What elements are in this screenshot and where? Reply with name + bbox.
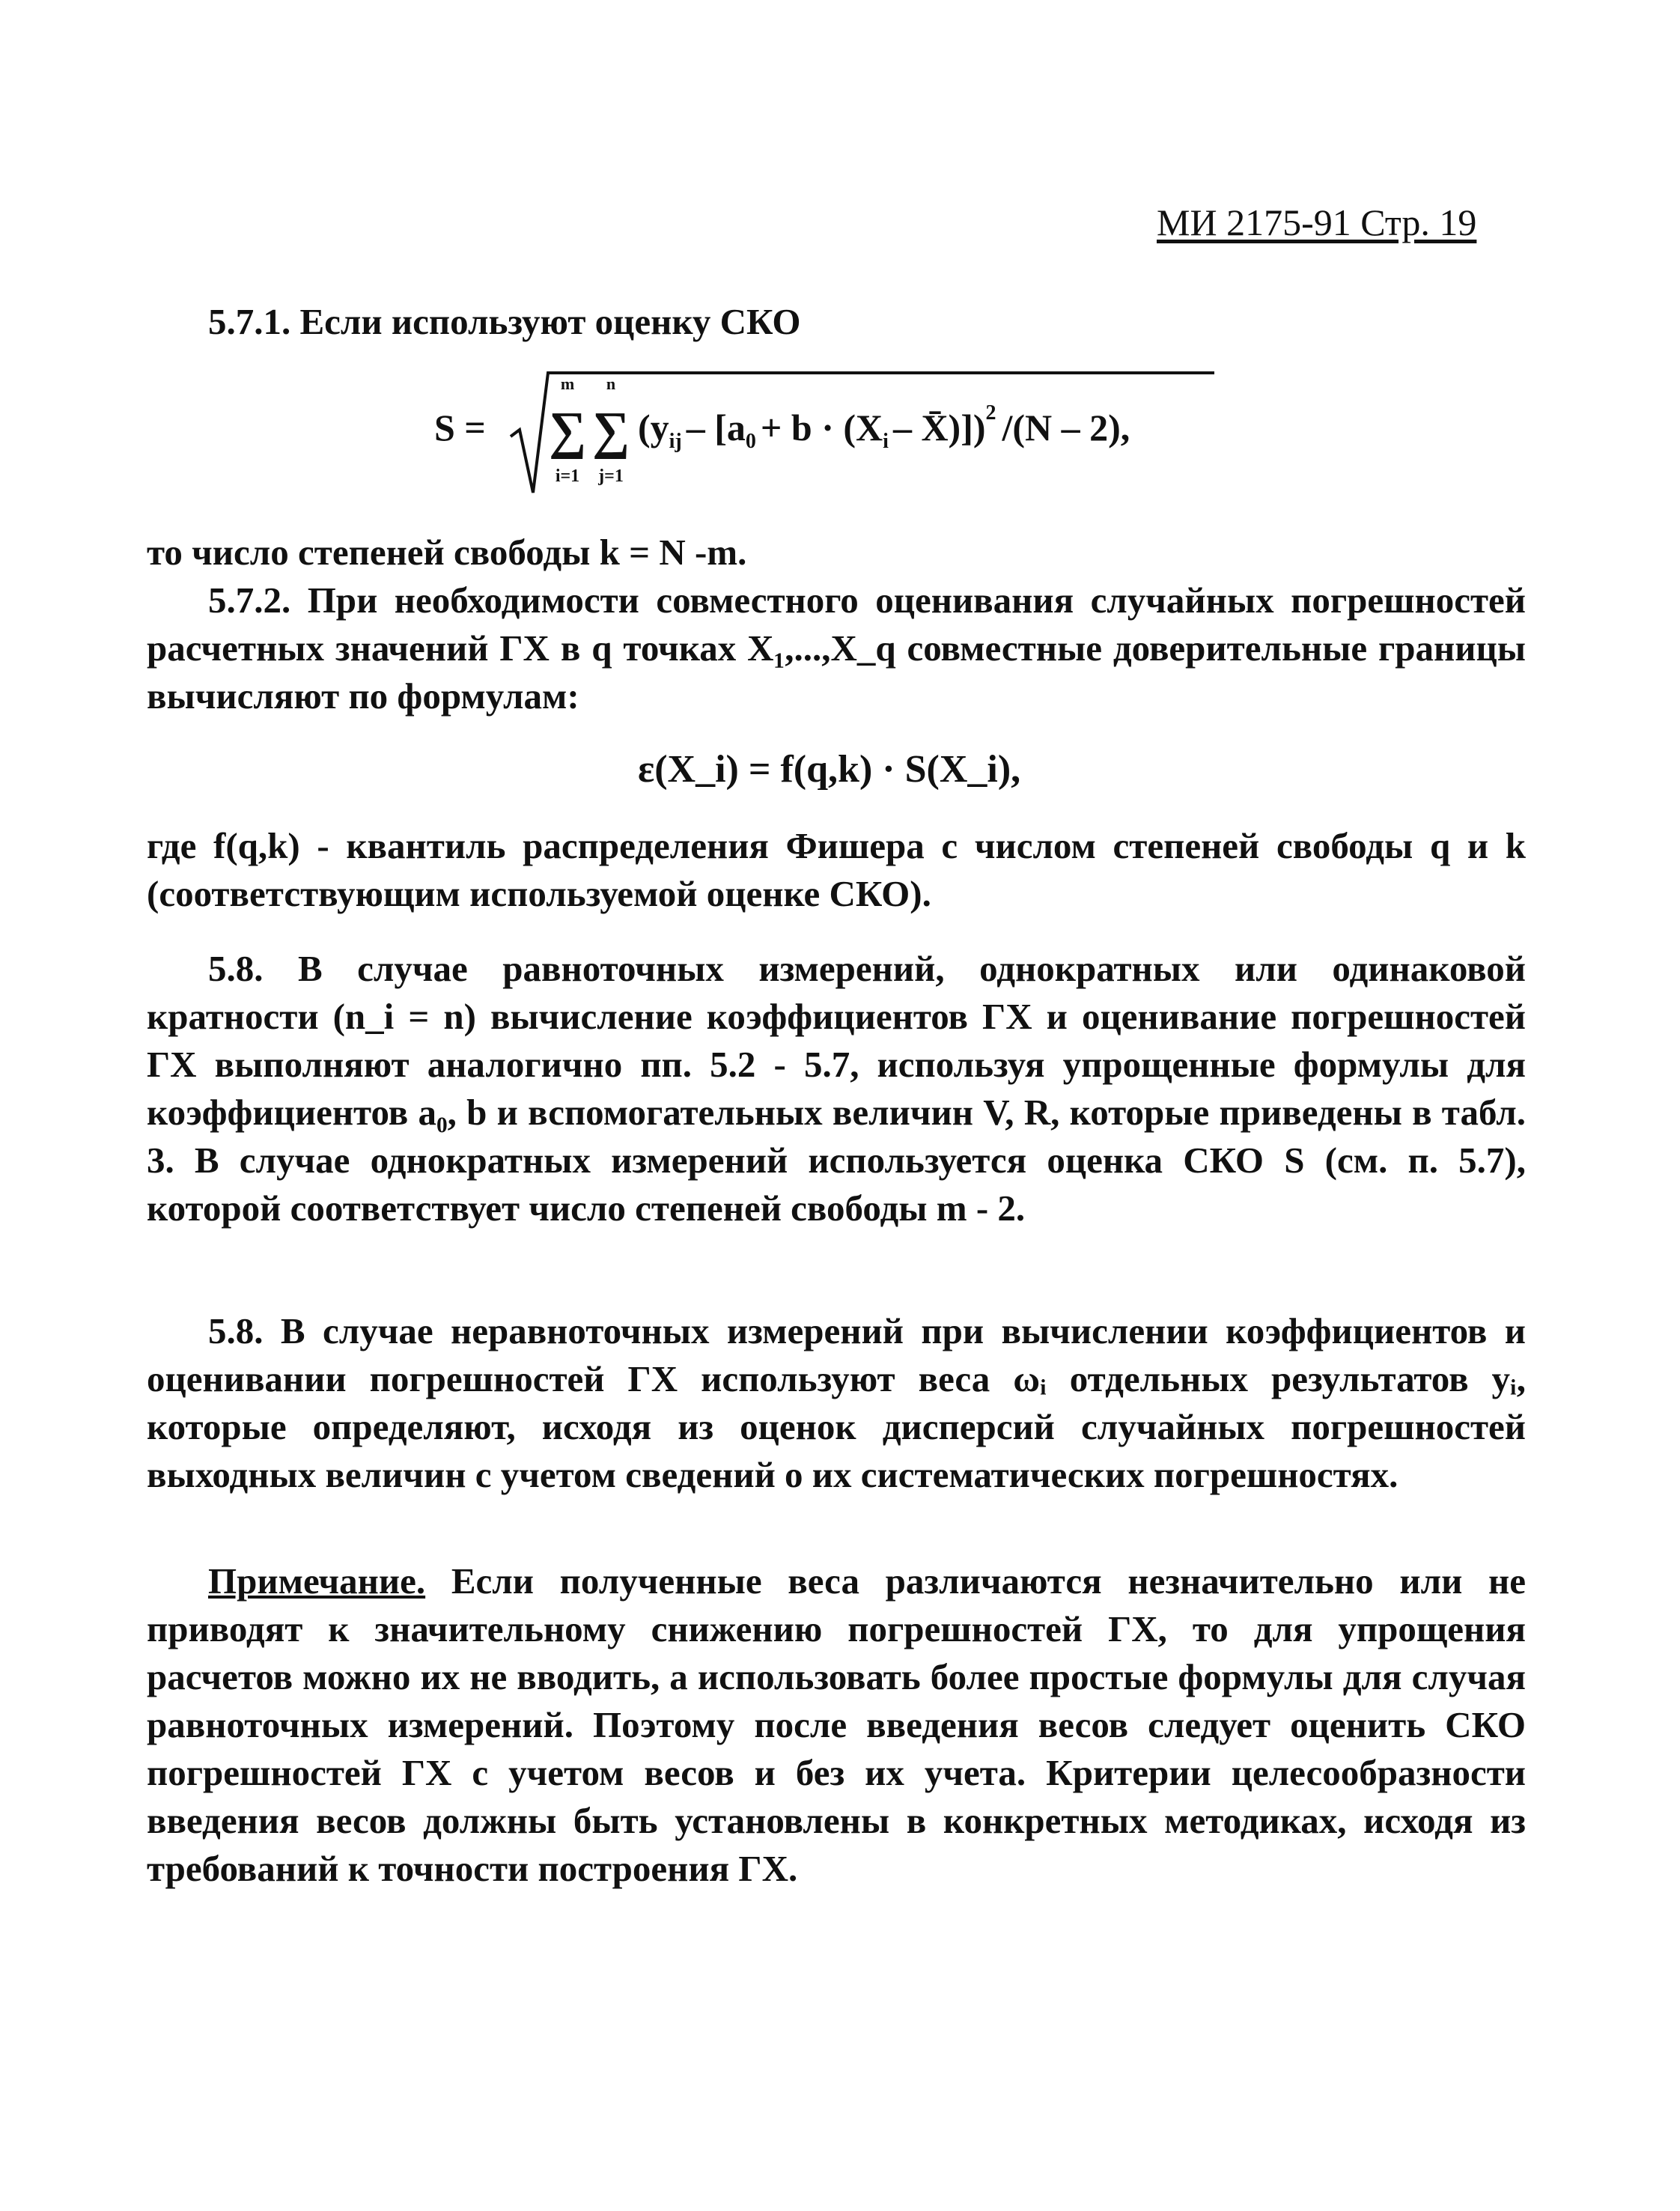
sum2-upper: n [606,374,616,393]
formula-denom: /(N – 2), [1002,407,1130,448]
fisher-quantile-explanation: где f(q,k) - квантиль распределения Фишера с числом степеней свободы q и k (соответствующим используемой оценке СКО). [147,825,1526,914]
degrees-of-freedom-line: то число степеней свободы k = N -m. [147,532,747,573]
formula-bracket: – [a [686,407,746,448]
sum1-upper: m [560,374,575,393]
sum2-sigma: ∑ [592,402,630,460]
sum1-lower: i=1 [555,466,580,486]
section-5-7-2: 5.7.2. При необходимости совместного оценивания случайных погрешностей расчетных значений ГХ в q точках X₁,...,X_q совместные доверительные границы вычисляют по формулам: [147,580,1526,717]
sum1-sigma: ∑ [549,402,586,460]
formula-power: 2 [985,401,996,425]
formula-lhs: S = [434,407,486,448]
formula-sko [427,358,1325,508]
sum2-lower: j=1 [598,466,624,486]
formula-y: (y [638,407,669,448]
formula-mid: + b · (X [760,407,883,448]
formula-y-sub: ij [669,430,682,453]
note-label: Примечание. [208,1560,426,1602]
formula-tail: – X̄)]) [892,407,986,448]
formula-a-sub: 0 [745,430,756,453]
formula-body [638,401,1130,453]
formula-x-sub: i [883,430,889,453]
note-paragraph [147,1557,1526,1893]
section-5-7-1: 5.7.1. Если используют оценку СКО [208,301,801,342]
section-5-8-equal-precision: 5.8. В случае равноточных измерений, однократных или одинаковой кратности (n_i = n) вычисление коэффициентов ГХ и оценивание погрешностей ГХ выполняют аналогично пп. 5.2 - 5.7, используя упрощенные формулы для коэффициентов a₀, b и вспомогательных величин V, R, которые приведены в табл. 3. В случае однократных измерений используется оценка СКО S (см. п. 5.7), которой соответствует число степеней свободы m - 2. [147,948,1526,1229]
note-text: Если полученные веса различаются незначительно или не приводят к значительному снижению погрешностей ГХ, то для упрощения расчетов можно их не вводить, а использовать более простые формулы для случая равноточных измерений. Поэтому после введения весов следует оценить СКО погрешностей ГХ с учетом весов и без их учета. Критерии целесообразности введения весов должны быть установлены в конкретных методиках, исходя из требований к точности построения ГХ. [147,1560,1526,1889]
document-header: МИ 2175-91 Стр. 19 [1157,201,1477,243]
formula-epsilon: ε(X_i) = f(q,k) · S(X_i), [638,748,1021,791]
section-5-8-unequal-precision: 5.8. В случае неравноточных измерений при вычислении коэффициентов и оценивании погрешностей ГХ используют веса ωᵢ отдельных результатов yᵢ, которые определяют, исходя из оценок дисперсий случайных погрешностей выходных величин с учетом сведений о их систематических погрешностях. [147,1310,1526,1495]
